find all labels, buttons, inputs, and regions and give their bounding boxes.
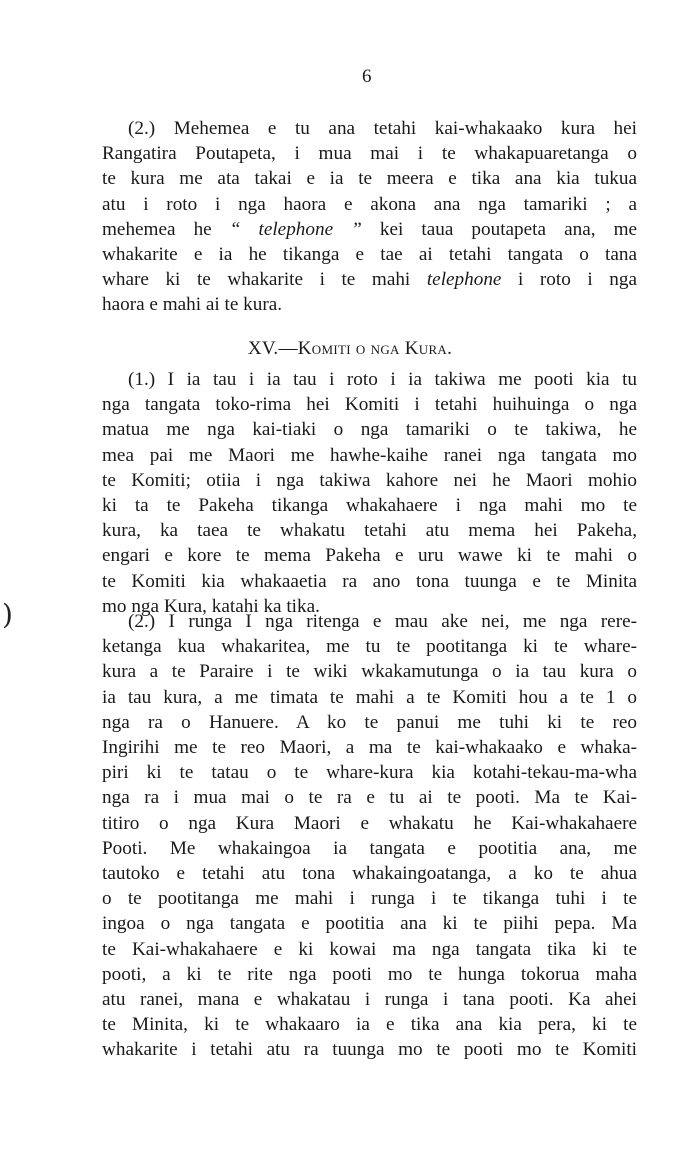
text-line: tautoko e tetahi atu tona whakaingoatanga, a ko te ahua bbox=[102, 863, 637, 885]
section-number: XV.— bbox=[247, 338, 298, 359]
italic-term: “ telephone ” bbox=[229, 218, 362, 240]
text-line: matua me nga kai-tiaki o nga tamariki o te takiwa, he bbox=[102, 419, 637, 441]
text-line: ingoa o nga tangata e pootitia ana ki te piihi pepa. Ma bbox=[102, 913, 637, 935]
text-segment: i roto i nga bbox=[518, 269, 638, 291]
text-line: (1.) I ia tau i ia tau i roto i ia takiwa me pooti kia tu bbox=[128, 369, 637, 390]
text-line: mo nga Kura, katahi ka tika. bbox=[102, 595, 320, 617]
text-line: kura a te Paraire i te wiki wkakamutunga o ia tau kura o bbox=[102, 661, 637, 683]
text-line: Ingirihi me te reo Maori, a ma te kai-whakaako e whaka- bbox=[102, 737, 637, 759]
text-line: titiro o nga Kura Maori e whakatu he Kai-whakahaere bbox=[102, 812, 637, 834]
text-line bbox=[102, 267, 637, 292]
text-line: Pooti. Me whakaingoa ia tangata e pootitia ana, me bbox=[102, 837, 637, 859]
margin-bracket-mark: ) bbox=[2, 598, 13, 631]
text-segment: whare ki te whakarite i te mahi bbox=[102, 269, 411, 291]
section-title: Komiti o nga Kura. bbox=[297, 338, 453, 359]
text-line: piri ki te tatau o te whare-kura kia kotahi-tekau-ma-wha bbox=[102, 762, 637, 784]
paragraph-election-procedure bbox=[102, 609, 637, 1063]
text-line: te Komiti kia whakaaetia ra ano tona tuunga e te Minita bbox=[102, 570, 637, 592]
paragraph-telephone-rule bbox=[102, 116, 637, 318]
text-line: ki ta te Pakeha tikanga whakahaere i nga mahi mo te bbox=[102, 495, 637, 517]
text-line: te Kai-whakahaere e ki kowai ma nga tangata tika ki te bbox=[102, 938, 637, 960]
paragraph-committee-election bbox=[102, 367, 637, 619]
text-line: kura, ka taea te whakatu tetahi atu mema hei Pakeha, bbox=[102, 520, 637, 542]
text-line: te kura me ata takai e ia te meera e tika ana kia tukua bbox=[102, 168, 637, 190]
text-line: atu i roto i nga haora e akona ana nga tamariki ; a bbox=[102, 193, 637, 215]
text-line: atu ranei, mana e whakatau i runga i tana pooti. Ka ahei bbox=[102, 989, 637, 1011]
text-segment: kei taua poutapeta ana, me bbox=[379, 218, 638, 240]
text-line: mea pai me Maori me hawhe-kaihe ranei nga tangata mo bbox=[102, 444, 637, 466]
section-heading bbox=[0, 338, 700, 360]
text-line: nga ra i mua mai o te ra e tu ai te pooti. Ma te Kai- bbox=[102, 787, 637, 809]
text-segment: mehemea he bbox=[102, 218, 212, 240]
text-line bbox=[102, 217, 637, 242]
text-line: ia tau kura, a me timata te mahi a te Komiti hou a te 1 o bbox=[102, 686, 637, 708]
page-number: 6 bbox=[362, 66, 372, 87]
text-line: o te pootitanga me mahi i runga i te tikanga tuhi i te bbox=[102, 888, 637, 910]
text-line: whakarite i tetahi atu ra tuunga mo te pooti mo te Komiti bbox=[102, 1039, 637, 1061]
italic-term: telephone bbox=[426, 269, 502, 291]
text-line: ketanga kua whakaritea, me tu te pootitanga ki te whare- bbox=[102, 636, 637, 658]
text-line: (2.) I runga I nga ritenga e mau ake nei, me nga rere- bbox=[128, 611, 637, 632]
text-line: Rangatira Poutapeta, i mua mai i te whakapuaretanga o bbox=[102, 143, 637, 165]
text-line: te Komiti; otiia i nga takiwa kahore nei he Maori mohio bbox=[102, 469, 637, 491]
text-line: nga ra o Hanuere. A ko te panui me tuhi ki te reo bbox=[102, 711, 637, 733]
text-line: te Minita, ki te whakaaro ia e tika ana kia pera, ki te bbox=[102, 1014, 637, 1036]
text-line: nga tangata toko-rima hei Komiti i tetahi huihuinga o nga bbox=[102, 394, 637, 416]
text-line: haora e mahi ai te kura. bbox=[102, 294, 283, 316]
text-line: pooti, a ki te rite nga pooti mo te hunga tokorua maha bbox=[102, 963, 637, 985]
text-line: engari e kore te mema Pakeha e uru wawe ki te mahi o bbox=[102, 545, 637, 567]
text-line: (2.) Mehemea e tu ana tetahi kai-whakaako kura hei bbox=[128, 118, 637, 139]
text-line: whakarite e ia he tikanga e tae ai tetahi tangata o tana bbox=[102, 244, 637, 266]
